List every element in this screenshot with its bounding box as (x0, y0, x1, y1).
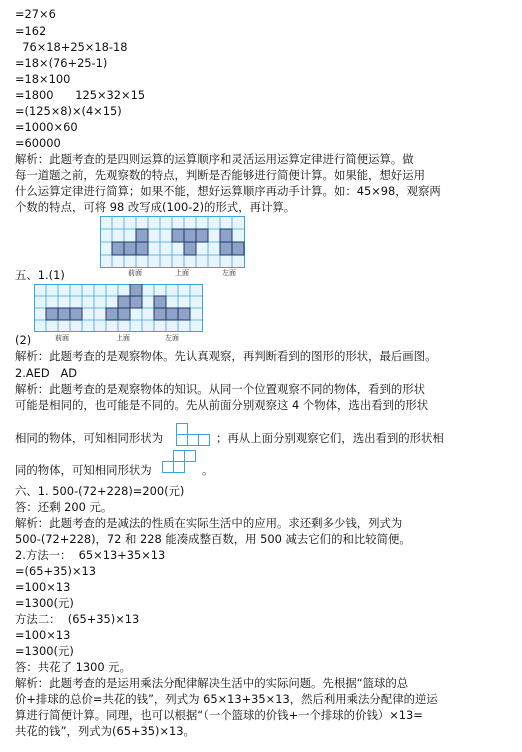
front-view-blocks (46, 308, 82, 320)
text-line: 什么运算定律进行简算；如果不能，想好运算顺序再动手计算。如：45×98，观察两 (15, 184, 441, 198)
text-line: 可能是相同的，也可能是不同的。先从前面分别观察这 4 个物体，选出看到的形状 (15, 398, 429, 412)
text-line: =1300(元) (15, 596, 74, 610)
figure-label-front: 前面 (55, 334, 69, 342)
text-segment: 相同的物体，可知相同形状为 (15, 431, 164, 445)
figure-label-front: 前面 (128, 269, 142, 277)
figure-label-left: 左面 (222, 269, 236, 277)
figure-label-left: 左面 (165, 334, 179, 342)
text-line: 答：共花了 1300 元。 (15, 660, 131, 674)
text-line: (2) (15, 333, 32, 347)
text-line: 答：还剩 200 元。 (15, 500, 113, 514)
text-line: 同的物体，可知相同形状为 (15, 463, 152, 477)
text-line: 解析：此题考查的是观察物体的知识。从同一个位置观察不同的物体，看到的形状 (15, 382, 426, 396)
text-line: 方法二： (65+35)×13 (15, 612, 140, 626)
text-line: ；再从上面分别观察它们，选出看到的形状相 (216, 431, 444, 445)
text-line: 算进行简便计算。同理，也可以根据“（一个篮球的价钱+一个排球的价钱）×13= (15, 708, 423, 722)
text-line: 解析：此题考查的是运用乘法分配律解决生活中的实际问题。先根据“篮球的总 (15, 676, 409, 690)
text-line: 共花的钱”，列式为(65+35)×13。 (15, 724, 195, 738)
text-line: 每一道题之前，先观察数的特点，判断是否能够进行简便计算。如果能，想好运用 (15, 168, 426, 182)
text-line: =(125×8)×(4×15) (15, 104, 122, 118)
text-line: =100×13 (15, 580, 71, 594)
text-line: =18×100 (15, 72, 71, 86)
figure-label-top: 上面 (116, 334, 130, 342)
text-line: 六、1. 500-(72+228)=200(元) (15, 484, 185, 498)
text-line: =(65+35)×13 (15, 564, 97, 578)
text-line: 五、1.(1) (15, 268, 65, 282)
figure-1-grid (100, 216, 245, 268)
text-line: =100×13 (15, 628, 71, 642)
text-line (15, 431, 163, 446)
text-line: =18×(76+25-1) (15, 56, 108, 70)
text-line: 76×18+25×18-18 (15, 40, 128, 54)
text-line: 解析：此题考查的是观察物体。先认真观察，再判断看到的图形的形状，最后画图。 (15, 349, 437, 363)
text-line: =60000 (15, 136, 61, 150)
text-line: 价+排球的总价=共花的钱”，列式为 65×13+35×13，然后利用乘法分配律的逆运 (15, 692, 438, 706)
shape-icon-front (176, 423, 212, 447)
text-line: 2.方法一： 65×13+35×13 (15, 548, 166, 562)
figure-label-top: 上面 (175, 269, 189, 277)
text-line: 。 (202, 463, 214, 477)
text-line: =27×6 (15, 7, 56, 21)
text-line: =1000×60 (15, 120, 78, 134)
text-line: 解析：此题考查的是减法的性质在实际生活中的应用。求还剩多少钱，列式为 (15, 516, 403, 530)
text-line: 2.AED AD (15, 366, 78, 380)
text-line: 500-(72+228)，72 和 228 能凑成整百数，用 500 减去它们的和比较简便。 (15, 532, 411, 546)
shape-icon-top (162, 448, 200, 476)
figure-2-grid (34, 284, 203, 332)
text-line: 解析：此题考查的是四则运算的运算顺序和灵活运用运算定律进行简便运算。做 (15, 152, 414, 166)
text-line: 个数的特点，可将 98 改写成(100-2)的形式，再计算。 (15, 200, 296, 214)
text-line: =162 (15, 24, 47, 38)
text-line: =1300(元) (15, 644, 74, 658)
text-line: =1800 125×32×15 (15, 88, 146, 102)
